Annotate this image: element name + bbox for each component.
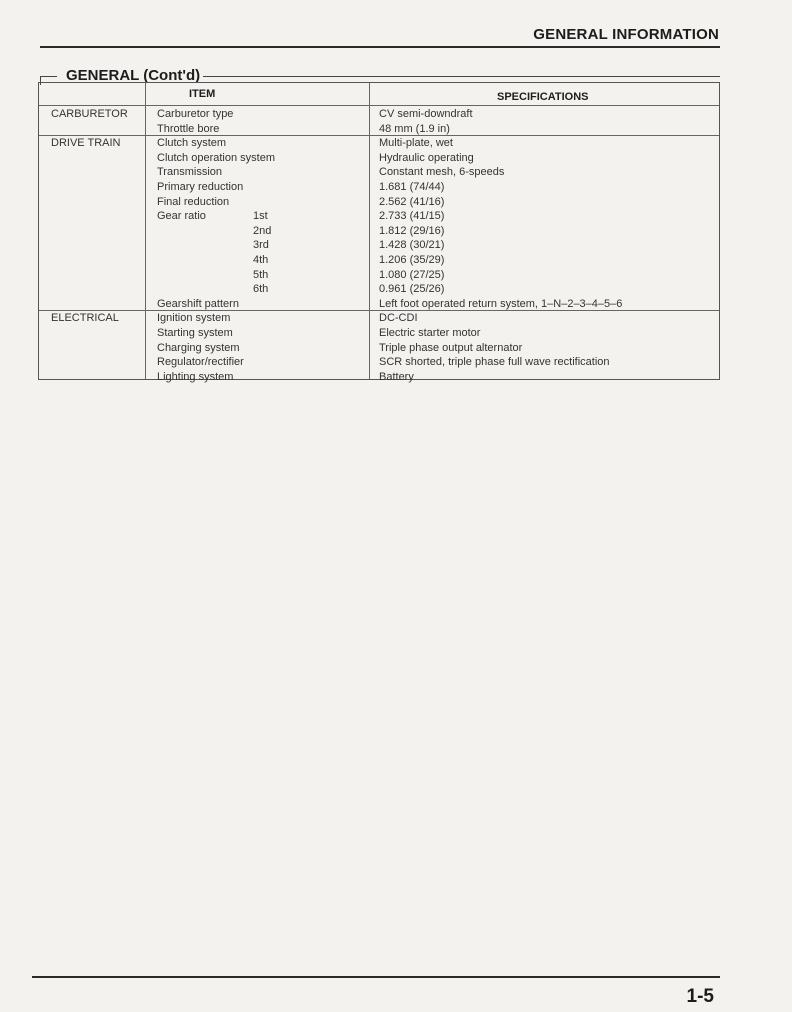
table-divider-category [145,83,146,379]
item-label: Carburetor type [157,108,234,120]
gear-label: 2nd [253,224,272,237]
spec-value: 48 mm (1.9 in) [379,122,450,135]
item-label: Clutch operation system [157,151,275,164]
gear-label: 4th [253,254,269,266]
spec-value: DC-CDI [379,312,418,325]
spec-value: 0.961 (25/26) [379,283,445,296]
category-label: CARBURETOR [51,108,128,120]
table-header-rule [39,105,719,106]
category-label: DRIVE TRAIN [51,137,121,150]
spec-value: Hydraulic operating [379,151,474,164]
specifications-table [38,82,720,383]
table-divider-spec [369,83,370,379]
spec-value: Electric starter motor [379,327,481,339]
spec-value: 1.681 (74/44) [379,181,445,193]
item-label: Final reduction [157,195,230,208]
spec-value: 2.562 (41/16) [379,195,445,208]
item-label: Lighting system [157,370,234,383]
category-label: ELECTRICAL [51,312,119,325]
section-heading [40,67,720,84]
spec-value: 1.812 (29/16) [379,224,445,237]
item-label: Regulator/rectifier [157,356,244,369]
item-label: Clutch system [157,137,227,150]
item-label: Ignition system [157,312,231,325]
gear-label: 6th [253,283,269,296]
page-header-title: GENERAL INFORMATION [533,26,719,43]
spec-value: Battery [379,370,414,383]
spec-value: Multi-plate, wet [379,137,453,150]
column-header-item: ITEM [189,88,216,100]
spec-value: 2.733 (41/15) [379,210,445,223]
spec-value: 1.206 (35/29) [379,254,445,266]
spec-value: SCR shorted, triple phase full wave rectification [379,356,610,369]
gear-label: 1st [253,210,268,223]
spec-value: 1.428 (30/21) [379,239,445,252]
heading-rule [200,76,720,77]
page-number: 1-5 [686,986,714,1007]
item-label: Throttle bore [157,122,220,135]
item-label: Gearshift pattern [157,297,239,310]
section-title: GENERAL (Cont'd) [63,67,203,84]
item-label: Charging system [157,341,240,354]
spec-value: Triple phase output alternator [379,341,523,354]
spec-value: CV semi-downdraft [379,108,473,120]
item-label: Primary reduction [157,181,244,193]
column-header-specifications: SPECIFICATIONS [497,91,589,103]
item-label: Gear ratio [157,210,206,223]
spec-value: 1.080 (27/25) [379,268,445,281]
spec-value: Constant mesh, 6-speeds [379,166,505,179]
item-label: Starting system [157,327,233,339]
spec-value: Left foot operated return system, 1–N–2–3–4–5–6 [379,297,623,310]
item-label: Transmission [157,166,222,179]
header-rule [40,46,720,48]
footer-rule [32,976,720,978]
gear-label: 5th [253,268,269,281]
gear-label: 3rd [253,239,269,252]
